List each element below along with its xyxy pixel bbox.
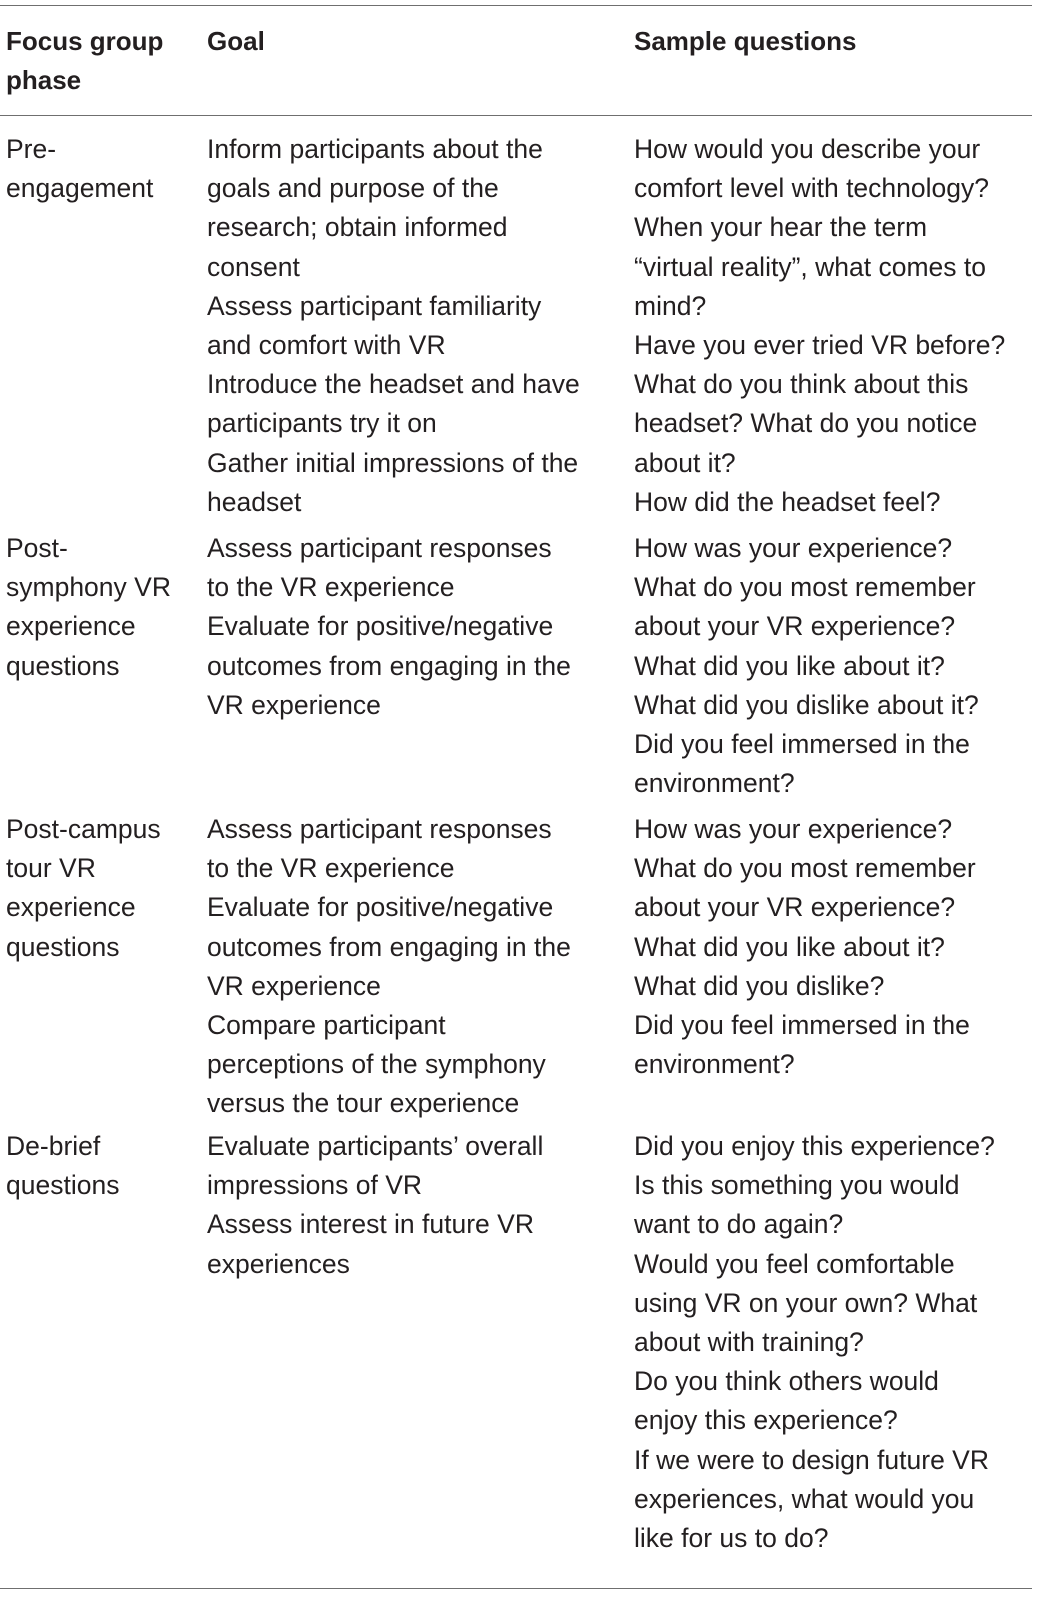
cell-text-line: headset? What do you notice — [634, 408, 978, 439]
cell-text-line: comfort level with technology? — [634, 173, 989, 204]
cell-text-line: about your VR experience? — [634, 892, 956, 923]
cell-text-line: using VR on your own? What — [634, 1287, 978, 1318]
cell-text-line: and comfort with VR — [207, 330, 446, 361]
cell-text-line: “virtual reality”, what comes to — [634, 251, 986, 282]
cell-text-line: Did you feel immersed in the — [634, 729, 970, 760]
cell-text-line: Did you enjoy this experience? — [634, 1131, 995, 1161]
cell-text-line: What do you most remember — [634, 853, 976, 884]
cell-text-line: Have you ever tried VR before? — [634, 330, 1006, 361]
cell-text-line: environment? — [634, 1049, 795, 1080]
cell-text-line: What did you like about it? — [634, 650, 945, 681]
table-bottom-rule — [0, 1588, 1032, 1589]
cell-text-line: like for us to do? — [634, 1523, 829, 1554]
phase-cell — [6, 1127, 196, 1205]
cell-text-line: Would you feel comfortable — [634, 1248, 955, 1279]
cell-text-line: De-brief — [6, 1131, 101, 1161]
phase-cell — [6, 529, 196, 686]
cell-text-line: goals and purpose of the — [207, 173, 499, 204]
cell-text-line: participants try it on — [207, 408, 437, 439]
cell-text-line: Inform participants about the — [207, 134, 543, 164]
table-row — [0, 529, 1032, 803]
cell-text-line: How did the headset feel? — [634, 486, 941, 517]
table-header-rule — [0, 115, 1032, 116]
goal-cell — [207, 529, 617, 725]
cell-text-line: Did you feel immersed in the — [634, 1010, 970, 1041]
cell-text-line: What did you like about it? — [634, 931, 945, 962]
header-sample-questions: Sample questions — [634, 26, 857, 56]
cell-text-line: When your hear the term — [634, 212, 928, 243]
cell-text-line: environment? — [634, 768, 795, 799]
cell-text-line: How was your experience? — [634, 814, 953, 844]
cell-text-line: Evaluate for positive/negative — [207, 611, 554, 642]
cell-text-line: If we were to design future VR — [634, 1444, 989, 1475]
goal-cell — [207, 810, 617, 1124]
cell-text-line: symphony VR — [6, 572, 171, 603]
cell-text-line: Post- — [6, 533, 68, 563]
cell-text-line: Evaluate participants’ overall — [207, 1131, 544, 1161]
cell-text-line: experiences, what would you — [634, 1483, 975, 1514]
goal-cell — [207, 130, 617, 522]
table-row — [0, 130, 1032, 522]
cell-text-line: research; obtain informed — [207, 212, 508, 243]
cell-text-line: headset — [207, 486, 302, 517]
table-body — [0, 130, 1032, 1557]
cell-text-line: VR experience — [207, 689, 381, 720]
cell-text-line: Post-campus — [6, 814, 161, 844]
table-top-rule — [0, 5, 1032, 6]
cell-text-line: Pre- — [6, 134, 57, 164]
cell-text-line: Do you think others would — [634, 1366, 939, 1397]
cell-text-line: Assess participant responses — [207, 533, 552, 563]
cell-text-line: Gather initial impressions of the — [207, 447, 579, 478]
cell-text-line: What do you think about this — [634, 369, 969, 400]
cell-text-line: Assess participant familiarity — [207, 290, 542, 321]
phase-cell — [6, 130, 196, 208]
header-focus-group-phase — [6, 22, 196, 100]
cell-text-line: Is this something you would — [634, 1170, 960, 1201]
cell-text-line: Introduce the headset and have — [207, 369, 580, 400]
cell-text-line: mind? — [634, 290, 707, 321]
cell-text-line: Compare participant — [207, 1010, 446, 1041]
table-row — [0, 810, 1032, 1120]
cell-text-line: versus the tour experience — [207, 1088, 520, 1119]
sample-questions-cell — [634, 810, 1034, 1084]
cell-text-line: questions — [6, 1170, 120, 1201]
header-focus-group-phase-line-2: phase — [6, 65, 82, 95]
cell-text-line: experience — [6, 892, 136, 923]
cell-text-line: tour VR — [6, 853, 96, 884]
cell-text-line: outcomes from engaging in the — [207, 931, 571, 962]
table-header-row — [0, 22, 1032, 112]
cell-text-line: about with training? — [634, 1327, 864, 1358]
cell-text-line: What do you most remember — [634, 572, 976, 603]
cell-text-line: What did you dislike? — [634, 970, 885, 1001]
cell-text-line: perceptions of the symphony — [207, 1049, 546, 1080]
cell-text-line: What did you dislike about it? — [634, 689, 979, 720]
cell-text-line: Assess participant responses — [207, 814, 552, 844]
cell-text-line: VR experience — [207, 970, 381, 1001]
cell-text-line: experiences — [207, 1248, 350, 1279]
cell-text-line: impressions of VR — [207, 1170, 423, 1201]
header-goal: Goal — [207, 26, 265, 56]
cell-text-line: How was your experience? — [634, 533, 953, 563]
cell-text-line: consent — [207, 251, 300, 282]
cell-text-line: experience — [6, 611, 136, 642]
table-row — [0, 1127, 1032, 1557]
cell-text-line: enjoy this experience? — [634, 1405, 898, 1436]
cell-text-line: questions — [6, 650, 120, 681]
cell-text-line: questions — [6, 931, 120, 962]
cell-text-line: engagement — [6, 173, 154, 204]
sample-questions-cell — [634, 130, 1034, 522]
cell-text-line: Evaluate for positive/negative — [207, 892, 554, 923]
sample-questions-cell — [634, 1127, 1034, 1558]
header-focus-group-phase-line-1: Focus group — [6, 26, 164, 56]
phase-cell — [6, 810, 196, 967]
cell-text-line: about your VR experience? — [634, 611, 956, 642]
cell-text-line: want to do again? — [634, 1209, 844, 1240]
cell-text-line: How would you describe your — [634, 134, 981, 164]
goal-cell — [207, 1127, 617, 1284]
cell-text-line: outcomes from engaging in the — [207, 650, 571, 681]
cell-text-line: about it? — [634, 447, 736, 478]
cell-text-line: to the VR experience — [207, 572, 455, 603]
sample-questions-cell — [634, 529, 1034, 803]
cell-text-line: to the VR experience — [207, 853, 455, 884]
cell-text-line: Assess interest in future VR — [207, 1209, 534, 1240]
